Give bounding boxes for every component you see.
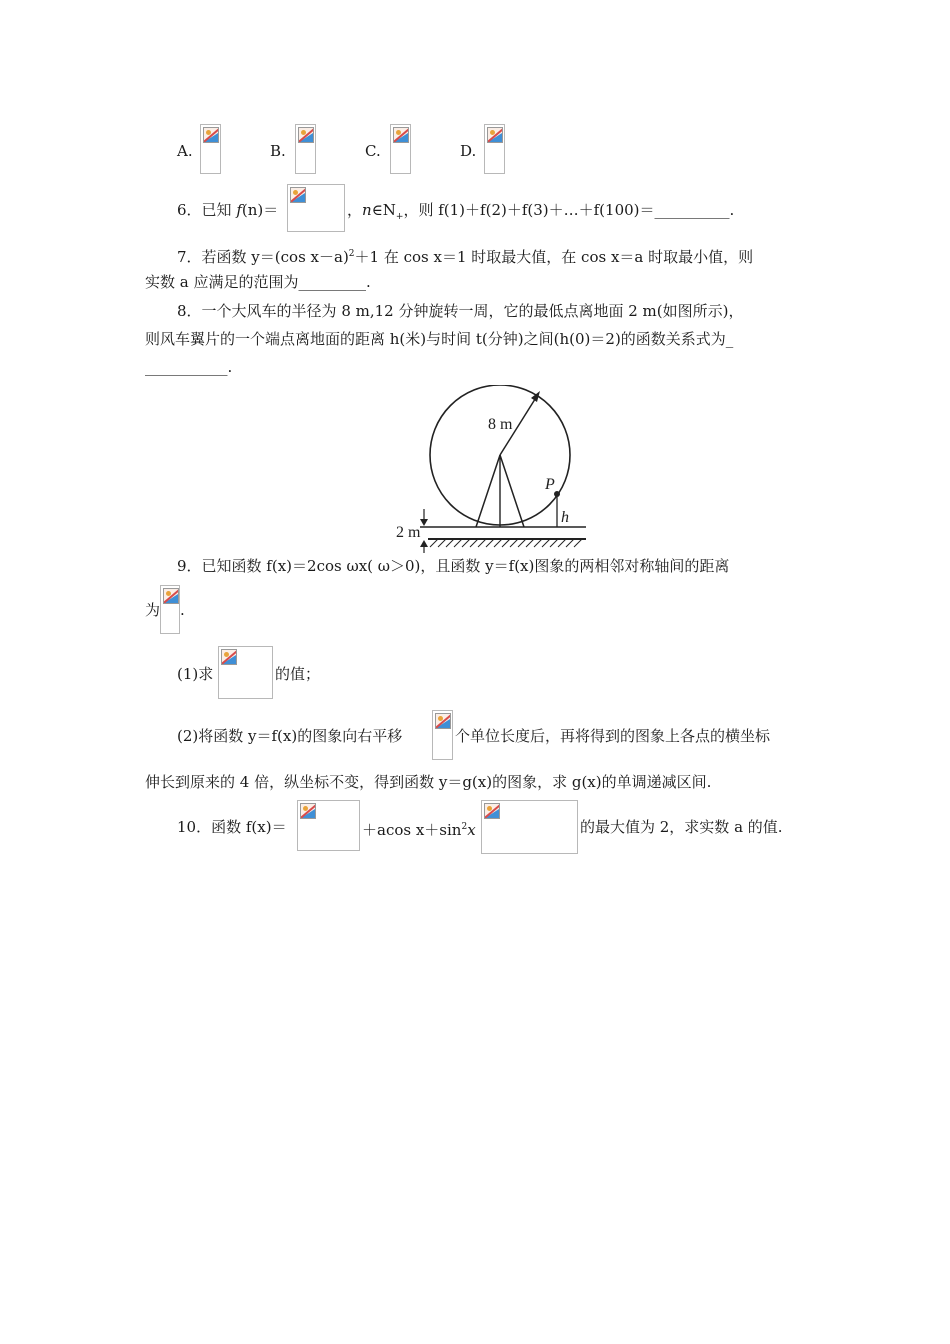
- q9-part2-c: 伸长到原来的 4 倍，纵坐标不变，得到函数 y＝g(x)的图象，求 g(x)的单调递减区间.: [145, 773, 712, 791]
- q9-distance-image: [160, 585, 180, 634]
- q9-part1-a: (1)求: [177, 665, 214, 683]
- q10-text-b: ＋acos $x+\sin^2x$: [362, 821, 476, 839]
- height-label: h: [561, 509, 569, 526]
- option-b-label: B.: [270, 142, 286, 160]
- q7-line-2: 实数 a 应满足的范围为_________.: [145, 273, 371, 291]
- option-b-image: [295, 124, 316, 174]
- option-d-label: D.: [460, 142, 477, 160]
- q9-part2-a: (2)将函数 y＝f(x)的图象向右平移: [177, 727, 403, 745]
- q8-line-1: 8．一个大风车的半径为 8 m,12 分钟旋转一周，它的最低点离地面 2 m(如图所示)，: [177, 302, 744, 320]
- q10-term-image: [297, 800, 360, 851]
- q10-text-a: 10．函数 f(x)＝: [177, 818, 287, 836]
- q9-part1-image: [218, 646, 273, 699]
- option-c-image: [390, 124, 411, 174]
- option-d-image: [484, 124, 505, 174]
- q6-formula-image: [287, 184, 345, 232]
- q9-part1-b: 的值；: [275, 665, 321, 683]
- option-c-label: C.: [365, 142, 381, 160]
- q8-line-2: 则风车翼片的一个端点离地面的距离 h(米)与时间 t(分钟)之间(h(0)＝2)的函数关系式为_: [145, 330, 734, 348]
- support-left: [476, 455, 500, 527]
- option-a-image: [200, 124, 221, 174]
- q9-line-2b: .: [180, 601, 185, 619]
- q9-part2-b: 个单位长度后，再将得到的图象上各点的横坐标: [455, 727, 771, 745]
- support-right: [500, 455, 524, 527]
- option-a-label: A.: [177, 142, 193, 160]
- ground-hatching: [430, 539, 582, 547]
- q9-line-2a: 为: [145, 601, 161, 619]
- q10-text-d: 的最大值为 2，求实数 a 的值.: [580, 818, 783, 836]
- q10-range-image: [481, 800, 578, 854]
- q8-line-3: ___________.: [145, 358, 233, 376]
- windmill-figure: [390, 385, 600, 555]
- q9-line-1: 9．已知函数 f(x)＝2cos ωx( ω＞0)，且函数 y＝f(x)图象的两相邻对称轴间的距离: [177, 557, 730, 575]
- radius-label: 8 m: [488, 416, 513, 433]
- q6-text-end: ，$n\in N_+$，则 f(1)＋f(2)＋f(3)＋…＋f(100)＝__________.: [347, 201, 735, 222]
- q9-shift-image: [432, 710, 453, 760]
- point-label: P: [545, 476, 555, 493]
- ground-gap-label: 2 m: [396, 524, 421, 541]
- q6-text-start: 6．已知 f(n)＝: [177, 201, 279, 219]
- q7-line-1: 7．若函数 y＝(cos x－a)$^2$＋1 在 cos x＝1 时取最大值，在 cos x＝a 时取最小值，则: [177, 248, 754, 266]
